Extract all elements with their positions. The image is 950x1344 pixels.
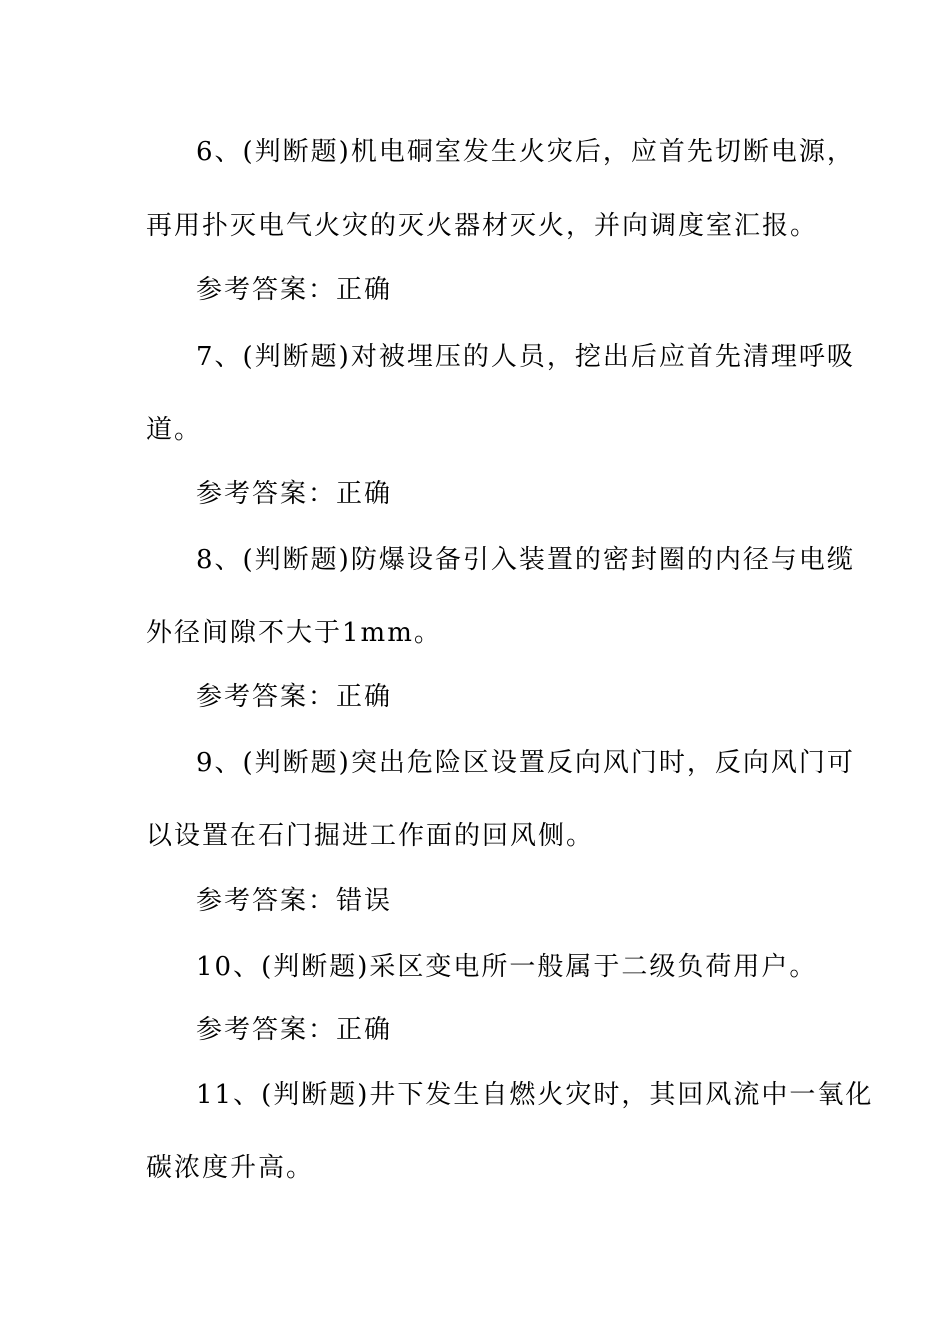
question-9-text-line2: 以设置在石门掘进工作面的回风侧。 <box>146 821 595 851</box>
question-6-text-line2: 再用扑灭电气火灾的灭火器材灭火，并向调度室汇报。 <box>146 211 819 241</box>
question-11-text-line2: 碳浓度升高。 <box>146 1153 315 1183</box>
question-8-text-line2: 外径间隙不大于1mm。 <box>146 618 442 648</box>
question-6-answer: 参考答案：正确 <box>196 275 393 305</box>
question-7-text-line1: 7、(判断题)对被埋压的人员，挖出后应首先清理呼吸 <box>196 342 855 372</box>
question-8-text-line1: 8、(判断题)防爆设备引入装置的密封圈的内径与电缆 <box>196 545 855 575</box>
question-11-text-line1: 11、(判断题)井下发生自燃火灾时，其回风流中一氧化 <box>196 1080 874 1110</box>
question-9-answer: 参考答案：错误 <box>196 886 393 916</box>
question-8-answer: 参考答案：正确 <box>196 682 393 712</box>
question-9-text-line1: 9、(判断题)突出危险区设置反向风门时，反向风门可 <box>196 748 855 778</box>
question-10-text-line1: 10、(判断题)采区变电所一般属于二级负荷用户。 <box>196 952 818 982</box>
question-7-answer: 参考答案：正确 <box>196 479 393 509</box>
question-6-text-line1: 6、(判断题)机电硐室发生火灾后，应首先切断电源， <box>196 137 855 167</box>
question-10-answer: 参考答案：正确 <box>196 1015 393 1045</box>
question-7-text-line2: 道。 <box>146 415 203 445</box>
